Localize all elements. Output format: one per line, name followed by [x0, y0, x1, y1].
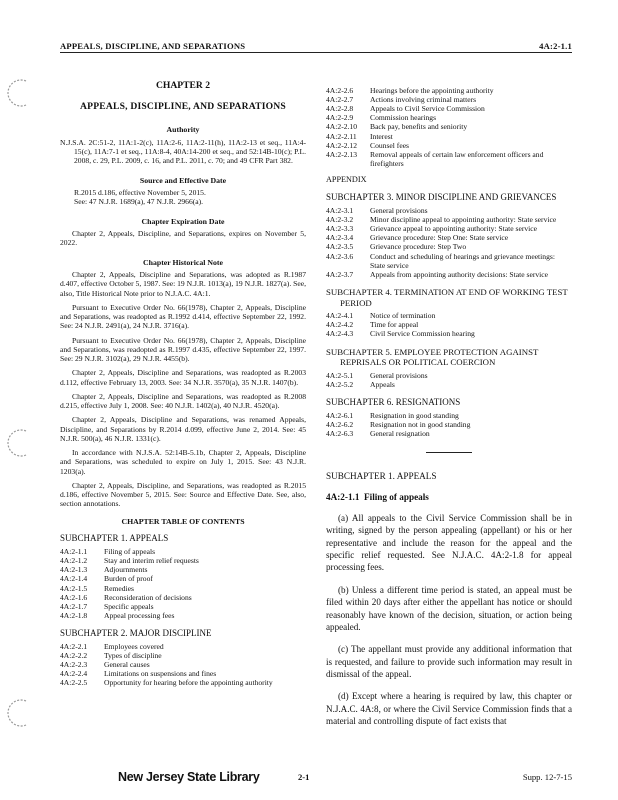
toc-entry-number: 4A:2-3.7 — [326, 269, 354, 279]
toc-entry[interactable] — [326, 411, 572, 420]
toc-entry-title: Opportunity for hearing before the appointing authority — [104, 678, 273, 688]
page-number: 2-1 — [298, 772, 310, 782]
section-paragraph: (c) The appellant must provide any additional information that is requested, and failure to provide such information may result in dismissal of the appeal. — [326, 644, 572, 679]
toc-entry[interactable] — [326, 242, 572, 251]
toc-entry-number: 4A:2-6.3 — [326, 429, 354, 439]
toc-list — [326, 311, 572, 338]
toc-entry-title: Grievance procedure: Step One: State service — [370, 233, 509, 243]
toc-entry-title: Minor discipline appeal to appointing authority: State service — [370, 215, 557, 225]
toc-entry-number: 4A:2-1.8 — [60, 610, 88, 620]
toc-entry-title: Removal appeals of certain law enforcement officers and firefighters — [370, 149, 544, 168]
expiration-heading: Chapter Expiration Date — [141, 216, 225, 226]
toc-entry-number: 4A:2-3.3 — [326, 224, 354, 234]
toc-entry-title: Notice of termination — [370, 311, 436, 321]
toc-entry[interactable] — [326, 86, 572, 95]
toc-entry-number: 4A:2-2.5 — [60, 678, 88, 688]
supplement-date: Supp. 12-7-15 — [522, 772, 572, 782]
toc-entry-title: Adjournments — [104, 565, 148, 575]
expiration-text: Chapter 2, Appeals, Discipline, and Separations, expires on November 5, 2022. — [60, 229, 306, 248]
toc-entry-title: Grievance procedure: Step Two — [370, 242, 467, 252]
toc-entry-title: Appeals from appointing authority decisions: State service — [370, 269, 548, 279]
punch-hole-icon — [6, 78, 36, 108]
toc-list — [60, 547, 306, 620]
toc-entry-title: Appeals — [370, 380, 395, 390]
section-paragraph: (d) Except where a hearing is required by law, this chapter or N.J.A.C. 4A:8, or where the Civil Service Commission finds that a material and controlling dispute of fact exists that — [326, 691, 572, 727]
toc-entry-title: Back pay, benefits and seniority — [370, 122, 468, 132]
section-heading — [326, 492, 572, 503]
toc-entry[interactable] — [326, 320, 572, 329]
toc-subchapter-title: SUBCHAPTER 1. APPEALS — [60, 533, 169, 544]
history-heading: Chapter Historical Note — [143, 257, 223, 267]
toc-entry-title: General provisions — [370, 205, 428, 215]
toc-entry-title: General causes — [104, 660, 150, 670]
toc-entry-number: 4A:2-2.8 — [326, 104, 354, 114]
toc-entry-title: Hearings before the appointing authority — [370, 86, 494, 95]
toc-entry[interactable] — [60, 584, 306, 593]
section-divider — [426, 452, 472, 453]
toc-entry[interactable] — [326, 420, 572, 429]
toc-entry-title: Appeals to Civil Service Commission — [370, 104, 485, 114]
toc-list — [326, 86, 572, 168]
toc-entry[interactable] — [326, 270, 572, 279]
toc-entry-number: 4A:2-2.10 — [326, 122, 358, 132]
source-line-1: R.2015 d.186, effective November 5, 2015. — [74, 188, 206, 198]
toc-entry[interactable] — [326, 95, 572, 104]
toc-subchapter-title: SUBCHAPTER 5. EMPLOYEE PROTECTION AGAINST REPRISALS OR POLITICAL COERCION — [326, 346, 539, 368]
history-paragraph: Chapter 2, Appeals, Discipline and Separations, was readopted as R.2008 d.215, effective July 1, 2008. See: 40 N.J.R. 1402(a), 40 N.J.R. 4520(a). — [60, 391, 306, 411]
appendix-label: APPENDIX — [326, 174, 367, 184]
punch-hole-icon — [6, 428, 36, 458]
page-footer — [0, 770, 618, 786]
toc-entry-number: 4A:2-1.3 — [60, 565, 88, 575]
history-paragraph: Pursuant to Executive Order No. 66(1978), Chapter 2, Appeals, Discipline and Separations, was readopted as R.1997 d.435, effective September 22, 1997. See: 29 N.J.R. 3102(a), 29 N.J.R. 4455(b). — [60, 335, 306, 364]
punch-hole-icon — [6, 698, 36, 728]
history-paragraph: Chapter 2, Appeals, Discipline and Separations, was renamed Appeals, Discipline, and Separations by R.2014 d.099, effective June 2, 2014. See: 45 N.J.R. 500(a), 46 N.J.R. 1331(c). — [60, 415, 306, 443]
toc-entry[interactable] — [60, 574, 306, 583]
history-paragraph: Chapter 2, Appeals, Discipline and Separations, was adopted as R.1987 d.407, effective October 5, 1987. See: 19 N.J.R. 1013(a), 19 N.J.R. 1827(a). See, also, Title Historical Note prior to N.J.A.C. 4A:1. — [60, 270, 306, 298]
library-stamp: New Jersey State Library — [118, 770, 260, 784]
toc-entry[interactable] — [60, 565, 306, 574]
toc-entry-title: General provisions — [370, 371, 428, 381]
toc-entry-title: Conduct and scheduling of hearings and grievance meetings: State service — [370, 251, 555, 270]
toc-entry[interactable] — [326, 329, 572, 338]
toc-entry-number: 4A:2-4.2 — [326, 320, 354, 330]
history-notes — [60, 270, 306, 509]
toc-entry-title: Types of discipline — [104, 651, 162, 661]
authority-text: N.J.S.A. 2C:51-2, 11A:1-2(c), 11A:2-6, 11A:2-11(h), 11A:2-13 et seq., 11A:4-15(c), 11A:7-1 et seq., 11A:8-4, 40A:14-200 et seq., and 52:14B-10(c); P.L. 2008, c. 29, P.L. 2009, c. 16, and P.L. 2011, c. 70; and 49 CFR Part 382. — [60, 137, 306, 166]
toc-entry-number: 4A:2-6.1 — [326, 411, 354, 421]
toc-entry-number: 4A:2-5.2 — [326, 380, 354, 390]
toc-entry[interactable] — [60, 660, 306, 669]
toc-list — [326, 411, 572, 438]
toc-entry-number: 4A:2-4.1 — [326, 311, 354, 321]
toc-entry-number: 4A:2-1.1 — [60, 547, 88, 557]
toc-entry-number: 4A:2-2.11 — [326, 131, 357, 141]
toc-entry-number: 4A:2-2.12 — [326, 140, 358, 150]
toc-entry[interactable] — [60, 593, 306, 602]
history-paragraph: Chapter 2, Appeals, Discipline, and Separations, was readopted as R.2015 d.186, effective November 5, 2015. See: Source and Effective Date. See, also, section annotations. — [60, 480, 306, 509]
toc-entry-title: Burden of proof — [104, 574, 153, 584]
toc-list — [60, 642, 306, 688]
toc-entry[interactable] — [60, 669, 306, 678]
toc-entry-number: 4A:2-4.3 — [326, 329, 354, 339]
section-paragraph: (a) All appeals to the Civil Service Commission shall be in writing, signed by the person appealing (appellant) or his or her representative and include the reason for the appeal and the specific relief requested. See N.J.A.C. 4A:2-1.8 for appeal processing fees. — [326, 512, 572, 573]
toc-entry-title: Resignation not in good standing — [370, 420, 471, 430]
toc-entry[interactable] — [326, 141, 572, 150]
toc-entry-number: 4A:2-3.2 — [326, 215, 354, 225]
toc-entry-title: Stay and interim relief requests — [104, 556, 199, 566]
toc-entry-number: 4A:2-2.9 — [326, 113, 354, 123]
toc-entry[interactable] — [326, 233, 572, 242]
toc-entry[interactable] — [326, 113, 572, 122]
toc-entry-number: 4A:2-3.4 — [326, 233, 354, 243]
toc-entry-title: Appeal processing fees — [104, 610, 175, 620]
section-number: 4A:2-1.1 — [326, 491, 360, 502]
right-column — [326, 78, 572, 737]
toc-entry-title: Resignation in good standing — [370, 411, 459, 421]
chapter-title: APPEALS, DISCIPLINE, AND SEPARATIONS — [80, 100, 286, 112]
toc-entry-number: 4A:2-3.5 — [326, 242, 354, 252]
toc-entry-title: Actions involving criminal matters — [370, 95, 477, 105]
toc-subchapter-title: SUBCHAPTER 6. RESIGNATIONS — [326, 397, 461, 408]
toc-entry-number: 4A:2-6.2 — [326, 420, 354, 430]
toc-entry[interactable] — [60, 547, 306, 556]
toc-entry[interactable] — [326, 252, 572, 270]
toc-entry-title: Interest — [370, 131, 393, 141]
toc-entry-title: Employees covered — [104, 641, 164, 651]
authority-heading: Authority — [166, 125, 200, 135]
toc-list — [326, 371, 572, 389]
toc-entry-number: 4A:2-1.4 — [60, 574, 88, 584]
toc-entry-title: Specific appeals — [104, 601, 154, 611]
toc-entry[interactable] — [60, 651, 306, 660]
toc-entry[interactable] — [326, 371, 572, 380]
toc-entry-number: 4A:2-2.1 — [60, 641, 88, 651]
toc-list — [326, 206, 572, 279]
source-line-2: See: 47 N.J.R. 1689(a), 47 N.J.R. 2966(a). — [74, 197, 204, 207]
toc-entry-number: 4A:2-2.7 — [326, 95, 354, 105]
toc-entry-number: 4A:2-1.7 — [60, 601, 88, 611]
section-title: Filing of appeals — [364, 491, 429, 502]
toc-entry[interactable] — [326, 132, 572, 141]
toc-entry-number: 4A:2-2.6 — [326, 86, 354, 95]
toc-heading: CHAPTER TABLE OF CONTENTS — [121, 516, 245, 526]
history-paragraph: In accordance with N.J.S.A. 52:14B-5.1b, Chapter 2, Appeals, Discipline and Separations, was scheduled to expire on July 1, 2015. See: 43 N.J.R. 1203(a). — [60, 448, 306, 476]
toc-entry-title: Reconsideration of decisions — [104, 592, 192, 602]
toc-entry-title: Counsel fees — [370, 140, 410, 150]
toc-entry[interactable] — [326, 311, 572, 320]
section-paragraph: (b) Unless a different time period is stated, an appeal must be filed within 20 days after either the appellant has notice or should reasonably have known of the decision, situation, or action being appealed. — [326, 584, 572, 632]
toc-entry-number: 4A:2-1.6 — [60, 592, 88, 602]
toc-entry-number: 4A:2-3.6 — [326, 251, 354, 261]
running-header — [60, 37, 572, 53]
toc-entry[interactable] — [326, 150, 572, 168]
toc-entry-title: Grievance appeal to appointing authority: State service — [370, 224, 538, 234]
toc-entry[interactable] — [326, 429, 572, 438]
toc-entry[interactable] — [326, 224, 572, 233]
toc-entry[interactable] — [60, 642, 306, 651]
toc-entry-title: Civil Service Commission hearing — [370, 329, 475, 339]
toc-subchapter-title: SUBCHAPTER 4. TERMINATION AT END OF WORKING TEST PERIOD — [326, 286, 568, 308]
toc-entry[interactable] — [326, 206, 572, 215]
toc-entry[interactable] — [326, 215, 572, 224]
history-paragraph: Chapter 2, Appeals, Discipline and Separations, was readopted as R.2003 d.112, effective February 13, 2003. See: 34 N.J.R. 3570(a), 35 N.J.R. 1407(b). — [60, 368, 306, 387]
toc-entry-title: Limitations on suspensions and fines — [104, 669, 217, 679]
toc-entry[interactable] — [60, 678, 306, 687]
toc-entry-number: 4A:2-2.3 — [60, 660, 88, 670]
toc-entry-number: 4A:2-5.1 — [326, 371, 354, 381]
section-body — [326, 512, 572, 727]
toc-entry[interactable] — [60, 602, 306, 611]
toc-entry-title: Commission hearings — [370, 113, 437, 123]
toc-entry[interactable] — [60, 611, 306, 620]
toc-entry[interactable] — [326, 380, 572, 389]
left-column — [60, 78, 306, 688]
toc-entry-title: Remedies — [104, 583, 134, 593]
header-title: APPEALS, DISCIPLINE, AND SEPARATIONS — [60, 40, 246, 51]
history-paragraph: Pursuant to Executive Order No. 66(1978), Chapter 2, Appeals, Discipline and Separations, was readopted as R.1992 d.414, effective September 22, 1992. See: 24 N.J.R. 2491(a), 24 N.J.R. 3716(a). — [60, 302, 306, 331]
toc-entry-number: 4A:2-2.2 — [60, 651, 88, 661]
toc-entry-number: 4A:2-1.5 — [60, 583, 88, 593]
toc-entry-number: 4A:2-3.1 — [326, 205, 354, 215]
toc-entry-title: Time for appeal — [370, 320, 419, 330]
toc-subchapter-title: SUBCHAPTER 3. MINOR DISCIPLINE AND GRIEVANCES — [326, 191, 557, 202]
toc-entry-number: 4A:2-2.13 — [326, 149, 358, 159]
toc-entry-number: 4A:2-2.4 — [60, 669, 88, 679]
toc-entry-number: 4A:2-1.2 — [60, 556, 88, 566]
toc-subchapter-title: SUBCHAPTER 2. MAJOR DISCIPLINE — [60, 628, 212, 638]
toc-entry[interactable] — [60, 556, 306, 565]
chapter-label: CHAPTER 2 — [155, 80, 211, 91]
body-subchapter-title: SUBCHAPTER 1. APPEALS — [326, 470, 437, 481]
toc-entry-title: Filing of appeals — [104, 547, 156, 557]
source-heading: Source and Effective Date — [139, 175, 227, 185]
toc-entry[interactable] — [326, 122, 572, 131]
toc-entry[interactable] — [326, 104, 572, 113]
toc-entry-title: General resignation — [370, 429, 430, 439]
header-section-number: 4A:2-1.1 — [539, 40, 572, 51]
